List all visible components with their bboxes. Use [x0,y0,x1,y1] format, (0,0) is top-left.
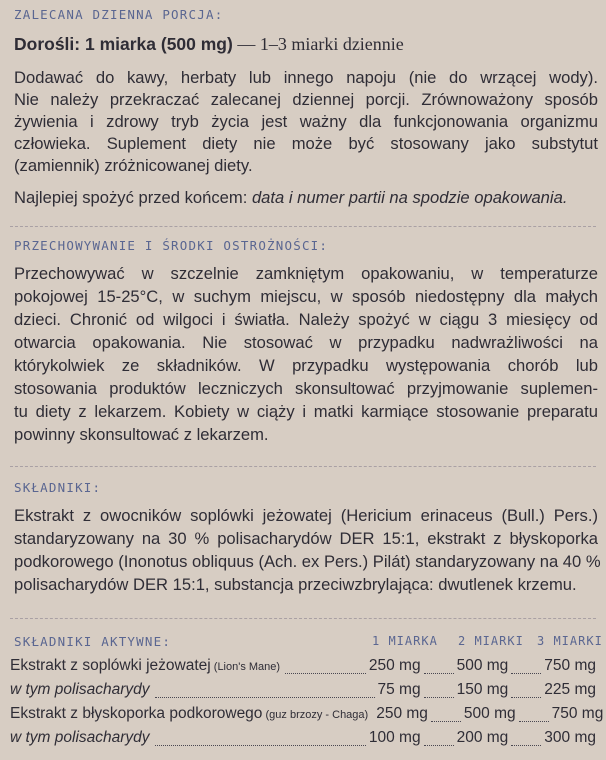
divider [10,618,596,619]
ingredients-title: SKŁADNIKI: [14,480,102,495]
row-name-text: Ekstrakt z błyskoporka podkorowego [10,705,263,722]
value-3: 750 mg [551,705,604,722]
value-1: 250 mg [368,657,421,674]
ingredients-line: polisacharydów DER 15:1, substancja przeciwzbrylająca: dwutlenek krzemu. [14,575,577,594]
row-name-text: Ekstrakt z soplówki jeżowatej [10,657,211,674]
ingredients-line: standaryzowany na 30 % polisacharydów DER 15:1, ekstrakt z błyskoporka [14,529,598,548]
leader-dots [511,673,541,674]
leader-dots [431,721,461,722]
dosage-lead-bold: Dorośli: 1 miarka (500 mg) [14,34,233,54]
dosage-line: Dodawać do kawy, herbaty lub innego napoju (nie do wrzącej wody). [14,68,598,87]
dosage-title: ZALECANA DZIENNA PORCJA: [14,7,224,22]
table-row [10,729,596,751]
value-2: 500 mg [463,705,516,722]
row-name [10,729,152,747]
leader-dots [424,697,454,698]
row-name [10,681,152,699]
storage-title: PRZECHOWYWANIE I ŚRODKI OSTROŻNOŚCI: [14,238,329,253]
value-1: 75 mg [377,681,421,698]
leader-dots [424,673,454,674]
leader-dots [511,697,541,698]
leader-dots [155,697,375,698]
best-before [14,188,567,208]
leader-dots [285,673,366,674]
column-header: 3 MIARKI [537,634,603,648]
ingredients-line: Ekstrakt z owocników soplówki jeżowatej (Hericium erinaceus (Bull.) Pers.) [14,506,598,525]
storage-line: którykolwiek ze składników. W przypadku występowania chorób lub [14,356,598,375]
storage-line: stosowania produktów leczniczych skonsultować przyjmowanie suplemen- [14,379,598,398]
dosage-line: człowieka. Suplement diety nie może być stosowany jako substytut [14,134,598,153]
leader-dots [519,721,549,722]
leader-dots [155,745,366,746]
value-1: 100 mg [368,729,421,746]
row-name-text: w tym polisacharydy [10,729,150,746]
column-header: 2 MIARKI [458,634,524,648]
dosage-line: Nie należy przekraczać zalecanej dziennej porcji. Zrównoważony sposób [14,90,598,109]
storage-line: dzieci. Chronić od wilgoci i światła. Należy spożyć w ciągu 3 miesięcy od [14,310,598,329]
storage-line: powinny skonsultować z lekarzem. [14,425,269,444]
value-2: 200 mg [456,729,509,746]
row-name [10,705,370,723]
dosage-line: (zamiennik) zróżnicowanej diety. [14,156,253,175]
value-2: 500 mg [456,657,509,674]
row-name [10,657,282,675]
dosage-line: żywienia i zdrowy tryb życia jest ważny dla funkcjonowania organizmu [14,112,598,131]
table-row [10,657,596,679]
dosage-lead [14,34,404,54]
storage-line: pokojowej 15-25°C, w suchym miejscu, w sposób niedostępny dla małych [14,287,598,306]
value-3: 750 mg [544,657,596,674]
storage-line: Przechowywać w szczelnie zamkniętym opakowaniu, w temperaturze [14,264,598,283]
table-row [10,681,596,703]
row-note: (guz brzozy - Chaga) [262,709,369,721]
value-1: 250 mg [376,705,428,722]
active-title: SKŁADNIKI AKTYWNE: [14,634,172,649]
divider [10,466,596,467]
best-before-label: Najlepiej spożyć przed końcem: [14,188,252,207]
storage-line: otwarcia opakowania. Nie stosować w przypadku nadwrażliwości na [14,333,598,352]
value-3: 300 mg [544,729,596,746]
leader-dots [511,745,541,746]
divider [10,226,596,227]
storage-line: tu diety z lekarzem. Kobiety w ciąży i matki karmiące stosowanie preparatu [14,402,598,421]
value-2: 150 mg [456,681,509,698]
best-before-value: data i numer partii na spodzie opakowania. [251,188,568,207]
value-3: 225 mg [544,681,596,698]
row-name-text: w tym polisacharydy [10,681,150,698]
column-header: 1 MIARKA [372,634,438,648]
ingredients-line: podkorowego (Inonotus obliquus (Ach. ex Pers.) Pilát) standaryzowany na 40 % [14,552,601,571]
leader-dots [424,745,454,746]
dosage-lead-rest: — 1–3 miarki dziennie [232,34,404,54]
table-row [10,705,604,727]
row-note: (Lion's Mane) [210,661,281,673]
